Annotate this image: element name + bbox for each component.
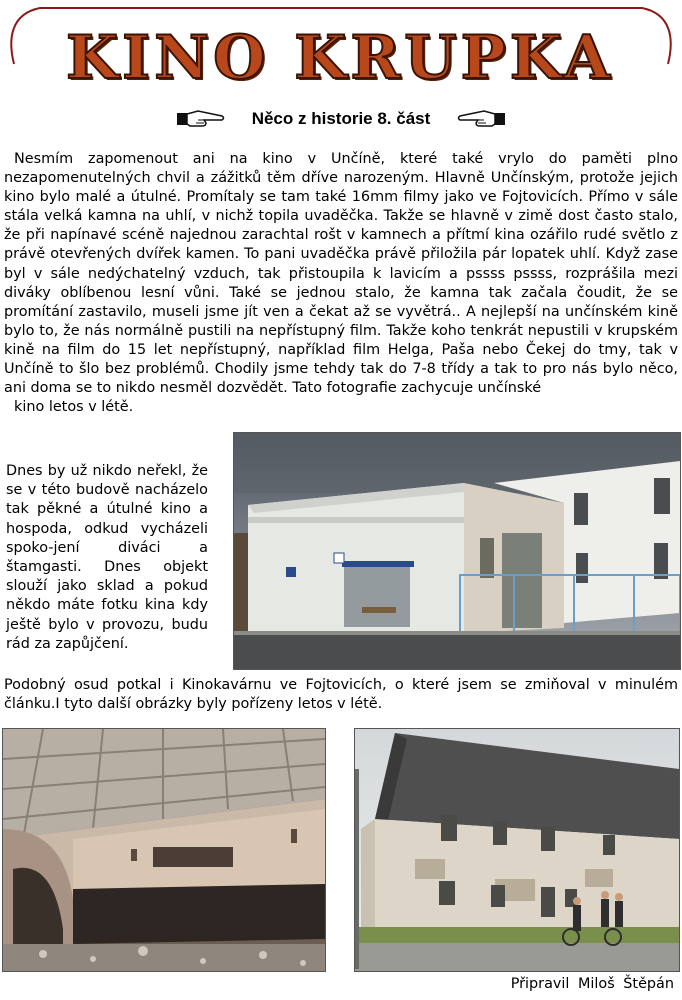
article-paragraph-1 — [4, 150, 678, 417]
photo-uncin-cinema-building — [233, 432, 681, 670]
photo-fojtovice-cinema-cafe — [354, 728, 680, 972]
paragraph-1-body: Nesmím zapomenout ani na kino v Unčíně, které také vrylo do paměti plno nezapomenutelných chvil a zážitků těm dříve narozeným. Hlavně Unčínským, protože jejich kino bylo malé a útulné. Promítaly se tam také 16mm filmy jako ve Fojtovicích. Přímo v sále stála velká kamna na uhlí, v nichž topila uvaděčka. Takže se hlavně v zimě dost často stalo, že při napínavé scéně najednou zarachtal rošt v kamnech a přítmí kina ozářilo rudé světlo z právě otevřených dvířek kamen. To pani uvaděčka právě přiložila pár lopatek uhlí. Když zase byl v sále nedýchatelný vzduch, tak přistoupila k lavicím a pssss pssss, rozprášila mezi diváky oblíbenou lesní vůni. Také se jednou stalo, že kamna tak začala čoudit, že se promítání zastavilo, museli jsme jít ven a čekat až se vyvětrá.. A nejlepší na unčínském kině bylo to, že nás normálně pustili na nepřístupný film. Takže koho tenkrát nepustili v krupském kině na film do 15 let nepřístupný, například film Helga, Paša nebo Čekej do tmy, tak v Unčíně to šlo bez problémů. Chodily jsme tehdy tak do 7-8 třídy a tak to pro nás bylo něco, ani doma se to nikdo nesměl dozvědět. Tato fotografie zachycuje unčínské — [4, 151, 678, 397]
masthead-title: KINO KRUPKA — [66, 23, 614, 93]
article-paragraph-2: Dnes by už nikdo neřekl, že se v této budově nacházelo tak pěkné a útulné kino a hospoda, odkud vycházeli spoko-jení diváci a štamgasti. Dnes objekt slouží jako sklad a pokud někdo máte fotku kina kdy ještě bylo v provozu, budu rád za zapůjčení. — [6, 463, 208, 652]
author-byline: Připravil Miloš Štěpán — [510, 976, 674, 992]
article-subtitle: Něco z historie 8. část — [251, 109, 431, 128]
pointing-hand-right-icon — [176, 107, 226, 131]
pointing-hand-left-icon — [456, 107, 506, 131]
photo-cinema-interior-ruin — [2, 728, 326, 972]
article-paragraph-3: Podobný osud potkal i Kinokavárnu ve Fojtovicích, o které jsem se zmiňoval v minulém článku.I tyto další obrázky byly pořízeny letos v létě. — [4, 677, 678, 713]
paragraph-1-end: kino letos v létě. — [14, 399, 134, 416]
subtitle-row — [0, 104, 682, 134]
